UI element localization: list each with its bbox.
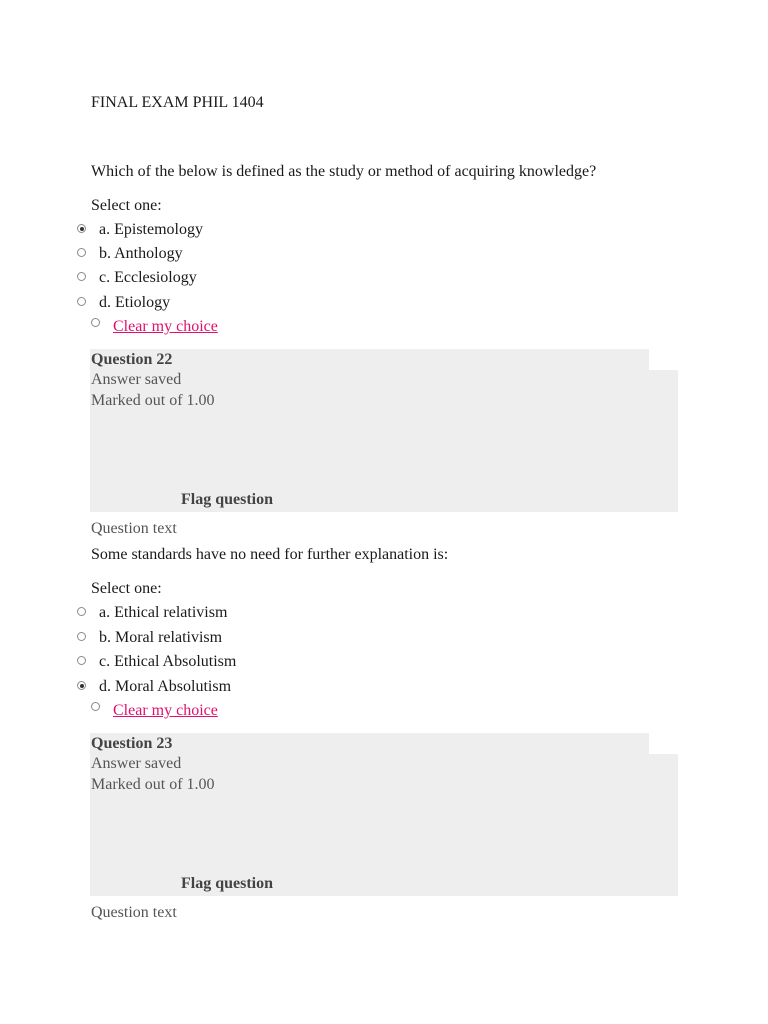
- answer-state: Answer saved: [91, 371, 182, 388]
- radio-button[interactable]: [77, 248, 86, 257]
- question-prompt: Some standards have no need for further explanation is:: [91, 546, 449, 563]
- option-label: d. Etiology: [99, 294, 171, 311]
- question-number: Question 23: [91, 735, 173, 752]
- clear-my-choice-link[interactable]: Clear my choice: [113, 318, 218, 335]
- option-label: c. Ecclesiology: [99, 269, 197, 286]
- info-band: [90, 349, 649, 371]
- flag-question-button[interactable]: Flag question: [181, 491, 274, 508]
- question-prompt: Which of the below is defined as the study or method of acquiring knowledge?: [91, 163, 597, 180]
- select-one-label: Select one:: [91, 580, 162, 597]
- radio-button[interactable]: [77, 632, 86, 641]
- option-label: d. Moral Absolutism: [99, 678, 232, 695]
- option-label: a. Ethical relativism: [99, 604, 228, 621]
- radio-button[interactable]: [77, 272, 86, 281]
- flag-question-button[interactable]: Flag question: [181, 875, 274, 892]
- radio-button[interactable]: [77, 607, 86, 616]
- option-label: b. Moral relativism: [99, 629, 223, 646]
- option-label: a. Epistemology: [99, 221, 203, 238]
- radio-button[interactable]: [91, 702, 100, 711]
- option-label: b. Anthology: [99, 245, 183, 262]
- radio-button[interactable]: [77, 297, 86, 306]
- select-one-label: Select one:: [91, 197, 162, 214]
- question-text-label: Question text: [91, 520, 177, 537]
- question-text-label: Question text: [91, 904, 177, 921]
- radio-button[interactable]: [77, 656, 86, 665]
- option-label: c. Ethical Absolutism: [99, 653, 237, 670]
- question-number: Question 22: [91, 351, 173, 368]
- radio-button[interactable]: [77, 224, 86, 233]
- grade-info: Marked out of 1.00: [91, 392, 215, 409]
- page-title: FINAL EXAM PHIL 1404: [91, 94, 264, 111]
- grade-info: Marked out of 1.00: [91, 776, 215, 793]
- radio-button[interactable]: [77, 681, 86, 690]
- info-band: [90, 733, 649, 755]
- clear-my-choice-link[interactable]: Clear my choice: [113, 702, 218, 719]
- radio-button[interactable]: [91, 318, 100, 327]
- answer-state: Answer saved: [91, 755, 182, 772]
